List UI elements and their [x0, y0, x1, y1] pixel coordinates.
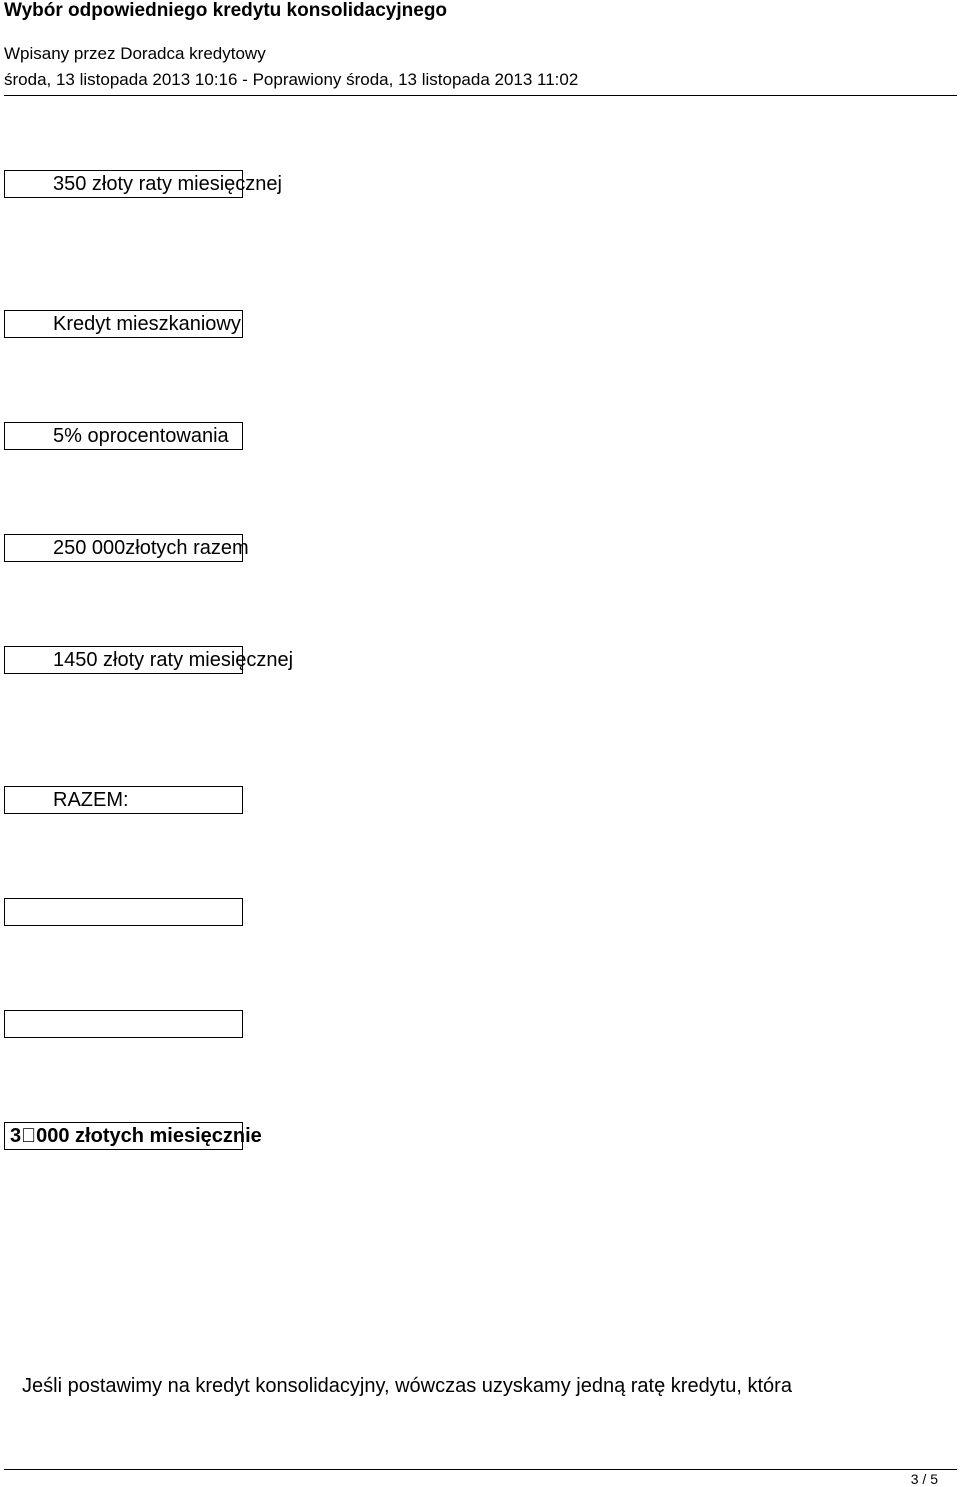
- header-divider: [4, 95, 957, 96]
- author-line: Wpisany przez Doradca kredytowy: [4, 44, 266, 63]
- table-row: [0, 898, 960, 928]
- table-row: [0, 170, 960, 200]
- document-title: Wybór odpowiedniego kredytu konsolidacyjnego: [4, 0, 448, 21]
- table-row: [0, 534, 960, 564]
- table-cell-text: 1450 złoty raty miesięcznej: [53, 649, 294, 671]
- table-cell-border: [4, 898, 243, 926]
- table-cell-text: 250 000złotych razem: [53, 537, 249, 559]
- table-cell-text: 350 złoty raty miesięcznej: [53, 173, 282, 195]
- table-row: [0, 310, 960, 340]
- dates-line: środa, 13 listopada 2013 10:16 - Poprawiony środa, 13 listopada 2013 11:02: [4, 70, 579, 89]
- table-row: [0, 422, 960, 452]
- table-cell-text: 5% oprocentowania: [53, 425, 229, 447]
- total-value: 3 000 złotych miesięcznie: [10, 1125, 262, 1147]
- table-cell-border: [4, 1010, 243, 1038]
- total-label: RAZEM:: [53, 789, 129, 811]
- body-paragraph: Jeśli postawimy na kredyt konsolidacyjny, wówczas uzyskamy jedną ratę kredytu, która: [22, 1375, 792, 1397]
- table-row: [0, 646, 960, 676]
- table-row: [0, 1010, 960, 1040]
- table-cell-text: Kredyt mieszkaniowy: [53, 313, 241, 335]
- page-number: 3 / 5: [910, 1471, 938, 1487]
- table-row: [0, 1122, 960, 1152]
- footer-divider: [4, 1469, 957, 1470]
- table-row: [0, 786, 960, 816]
